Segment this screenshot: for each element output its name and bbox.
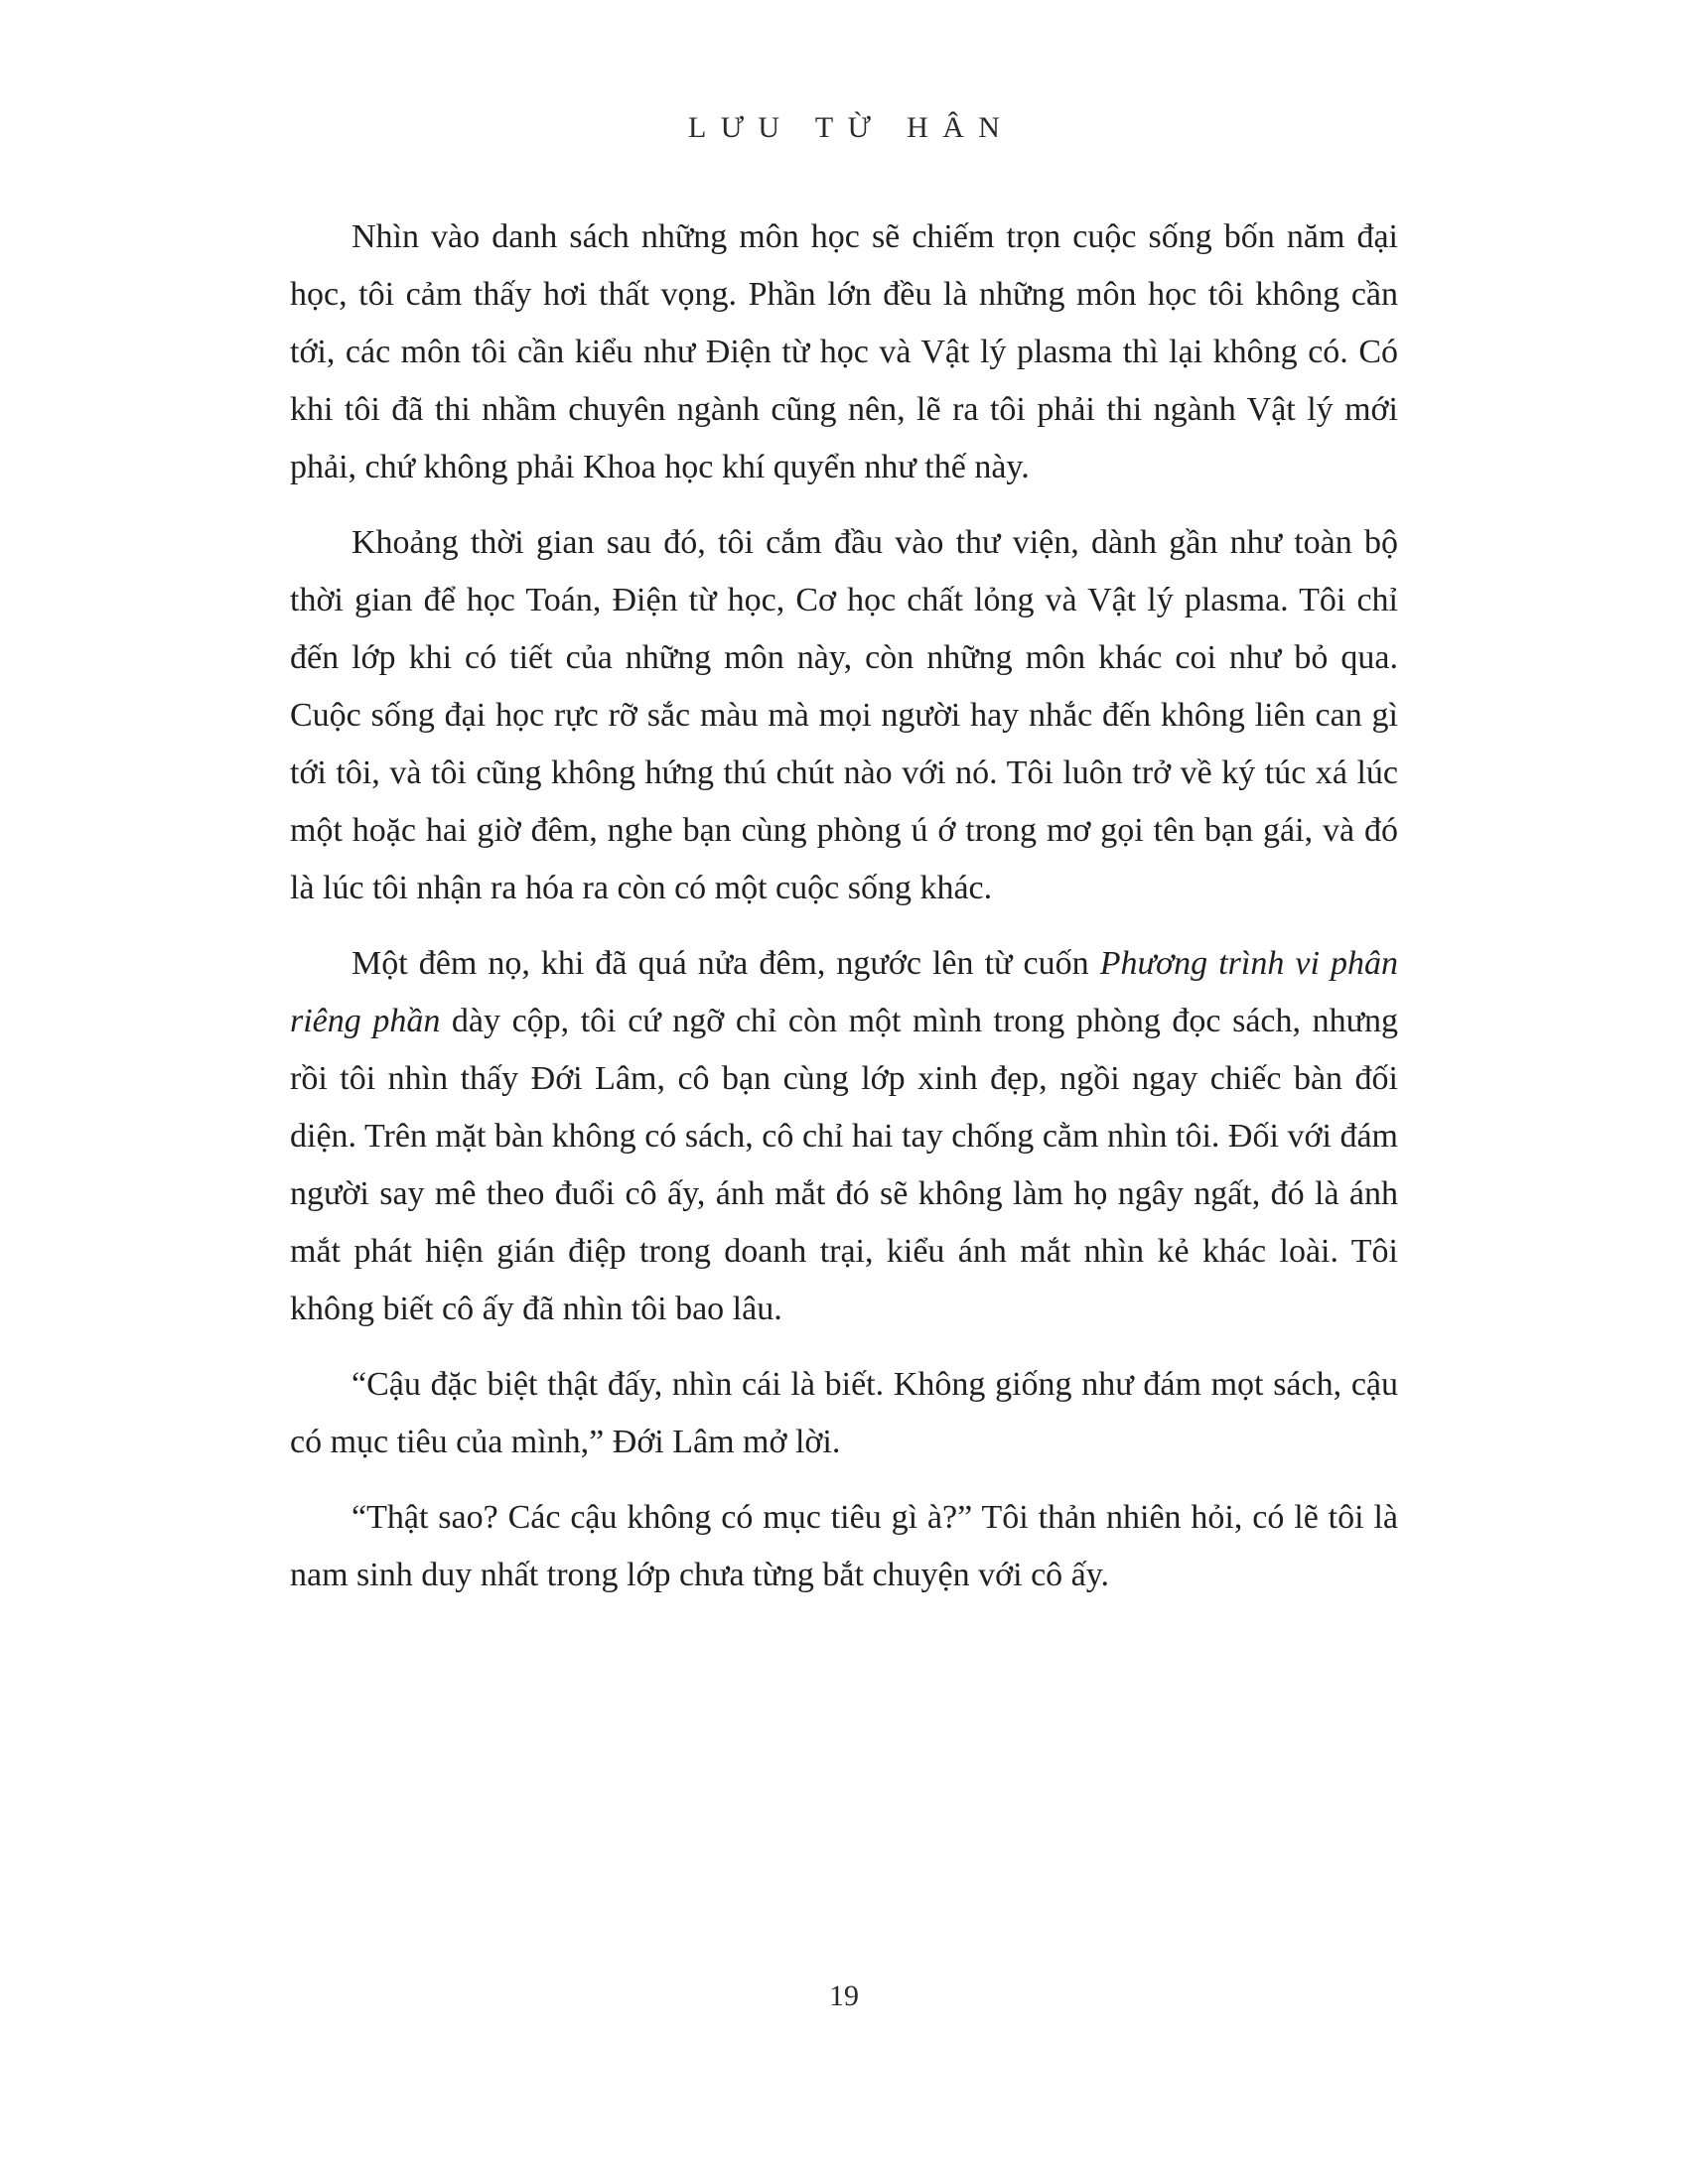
paragraph-5 (290, 1489, 1398, 1604)
paragraph-1 (290, 208, 1398, 496)
paragraph-2 (290, 514, 1398, 917)
page-footer (0, 1979, 1688, 2013)
text-run: “Cậu đặc biệt thật đấy, nhìn cái là biết. Không giống như đám mọt sách, cậu có mục tiêu của mình,” Đới Lâm mở lời. (290, 1366, 1398, 1460)
text-run: Một đêm nọ, khi đã quá nửa đêm, ngước lên từ cuốn (352, 945, 1100, 982)
running-head (290, 111, 1398, 145)
book-title-italic: Phương trình vi phân riêng phần (290, 945, 1399, 1039)
page-body (290, 208, 1398, 1604)
paragraph-4 (290, 1356, 1398, 1471)
text-run: “Thật sao? Các cậu không có mục tiêu gì à?” Tôi thản nhiên hỏi, có lẽ tôi là nam sinh duy nhất trong lớp chưa từng bắt chuyện với cô ấy. (290, 1499, 1398, 1593)
text-run: Nhìn vào danh sách những môn học sẽ chiếm trọn cuộc sống bốn năm đại học, tôi cảm thấy hơi thất vọng. Phần lớn đều là những môn học tôi không cần tới, các môn tôi cần kiểu như Điện từ học và Vật lý plasma thì lại không có. Có khi tôi đã thi nhầm chuyên ngành cũng nên, lẽ ra tôi phải thi ngành Vật lý mới phải, chứ không phải Khoa học khí quyển như thế này. (290, 218, 1398, 485)
author-name: LƯU TỪ HÂN (688, 111, 1015, 144)
text-run: dày cộp, tôi cứ ngỡ chỉ còn một mình trong phòng đọc sách, nhưng rồi tôi nhìn thấy Đới Lâm, cô bạn cùng lớp xinh đẹp, ngồi ngay chiếc bàn đối diện. Trên mặt bàn không có sách, cô chỉ hai tay chống cằm nhìn tôi. Đối với đám người say mê theo đuổi cô ấy, ánh mắt đó sẽ không làm họ ngây ngất, đó là ánh mắt phát hiện gián điệp trong doanh trại, kiểu ánh mắt nhìn kẻ khác loài. Tôi không biết cô ấy đã nhìn tôi bao lâu. (290, 1003, 1398, 1327)
text-run: Khoảng thời gian sau đó, tôi cắm đầu vào thư viện, dành gần như toàn bộ thời gian để học Toán, Điện từ học, Cơ học chất lỏng và Vật lý plasma. Tôi chỉ đến lớp khi có tiết của những môn này, còn những môn khác coi như bỏ qua. Cuộc sống đại học rực rỡ sắc màu mà mọi người hay nhắc đến không liên can gì tới tôi, và tôi cũng không hứng thú chút nào với nó. Tôi luôn trở về ký túc xá lúc một hoặc hai giờ đêm, nghe bạn cùng phòng ú ớ trong mơ gọi tên bạn gái, và đó là lúc tôi nhận ra hóa ra còn có một cuộc sống khác. (290, 524, 1398, 906)
paragraph-3 (290, 935, 1398, 1338)
page-number: 19 (829, 1979, 859, 2012)
